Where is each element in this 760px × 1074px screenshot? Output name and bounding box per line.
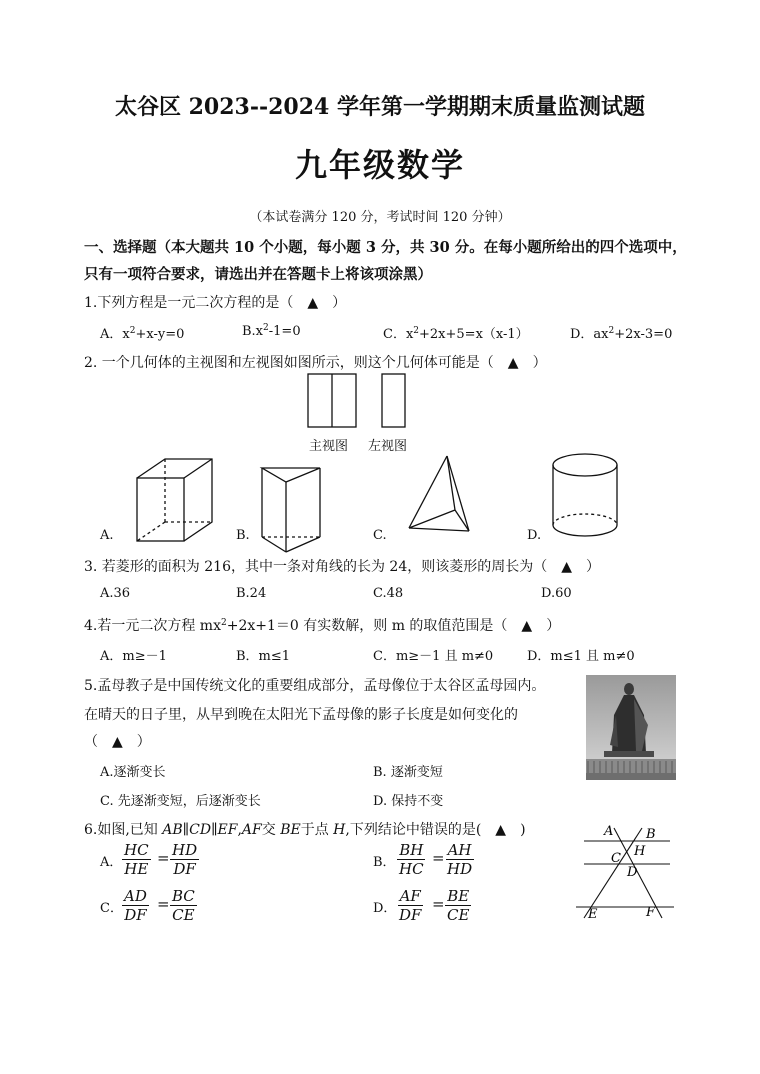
point-a-label: A (604, 824, 614, 839)
q2-side-view-label: 左视图 (368, 439, 408, 454)
point-e-label: E (588, 907, 598, 922)
q1-stem: 1.下列方程是一元二次方程的是（ ▲ ） (84, 295, 347, 311)
q4-option-b: B．m≤1 (236, 649, 291, 664)
q6-b-fraction-left: $\frac{BH}{HC}$ (399, 841, 424, 878)
exam-title: 太谷区 2023--2024 学年第一学期期末质量监测试题 (114, 94, 646, 120)
q1-option-c: C．$x^2+2x+5=x(x-1)$ (383, 326, 529, 342)
point-c-label: C (611, 851, 621, 866)
q6-b-equals: = (432, 849, 445, 867)
q2-triangular-prism-solid (262, 468, 320, 552)
q2-option-d: D. (527, 528, 542, 543)
q6-option-d-label: D． (373, 901, 397, 916)
section-heading-line2: 只有一项符合要求，请选出并在答题卡上将该项涂黑） (84, 266, 432, 283)
q6-d-equals: = (432, 895, 445, 913)
q6-a-equals: = (157, 849, 170, 867)
q5-stem-line2: 在晴天的日子里，从早到晚在太阳光下孟母像的影子长度是如何变化的 (84, 707, 518, 723)
q5-stem-line3: （ ▲ ） (84, 734, 151, 750)
q6-a-fraction-right: $\frac{HD}{DF}$ (172, 841, 198, 878)
q5-stem-line1: 5.孟母教子是中国传统文化的重要组成部分，孟母像位于太谷区孟母园内。 (84, 678, 546, 694)
q6-parallel-lines-figure (570, 822, 680, 927)
q6-c-equals: = (157, 895, 170, 913)
q4-option-d: D．m≤1 且 m≠0 (527, 649, 635, 664)
q6-c-fraction-right: $\frac{BC}{CE}$ (172, 887, 195, 924)
point-b-label: B (646, 827, 656, 842)
q4-option-c: C．m≥－1 且 m≠0 (373, 649, 494, 664)
q6-d-fraction-right: $\frac{BE}{CE}$ (447, 887, 470, 924)
q1-option-b: $B.x^2-1=0$ (242, 323, 301, 339)
exam-note: （本试卷满分 120 分，考试时间 120 分钟） (249, 210, 511, 225)
mengmu-statue-photo (586, 675, 676, 780)
q6-option-a-label: A． (100, 855, 123, 870)
q4-option-a: A．m≥－1 (100, 649, 167, 664)
q6-option-b-label: B． (373, 855, 396, 870)
point-f-label: F (646, 905, 656, 920)
point-h-label: H (634, 844, 646, 859)
q2-cylinder-solid (553, 454, 617, 536)
q1-option-a: A．$x^2+x-y=0$ (100, 326, 185, 342)
q5-option-b: B. 逐渐变短 (373, 765, 443, 780)
q3-option-b: B.24 (236, 586, 267, 601)
section-heading-line1: 一、选择题（本大题共 10 个小题，每小题 3 分，共 30 分。在每小题所给出的四个选项中， (84, 239, 687, 256)
q5-option-c: C. 先逐渐变短，后逐渐变长 (100, 794, 261, 809)
q6-c-fraction-left: $\frac{AD}{DF}$ (124, 887, 147, 924)
q5-option-a: A.逐渐变长 (100, 765, 166, 780)
q6-b-fraction-right: $\frac{AH}{HD}$ (447, 841, 473, 878)
q2-stem: 2. 一个几何体的主视图和左视图如图所示，则这个几何体可能是（ ▲ ） (84, 355, 547, 371)
subject-title: 九年级数学 (294, 146, 465, 184)
point-d-label: D (627, 865, 638, 880)
q3-option-c: C.48 (373, 586, 404, 601)
q6-stem: 6.如图,已知 AB∥CD∥EF,AF交 BE于点 H,下列结论中错误的是( ▲ ) (84, 822, 526, 838)
q2-option-c: C. (373, 528, 387, 543)
q4-stem: 4.若一元二次方程 $mx^2+2x+1=0$ 有实数解，则 m 的取值范围是（ ▲ ） (84, 618, 561, 634)
q3-option-d: D.60 (541, 586, 572, 601)
q6-d-fraction-left: $\frac{AF}{DF}$ (399, 887, 422, 924)
q2-option-a: A. (100, 528, 114, 543)
q3-stem: 3. 若菱形的面积为 216，其中一条对角线的长为 24，则该菱形的周长为（ ▲ ） (84, 559, 601, 575)
q5-option-d: D. 保持不变 (373, 794, 444, 809)
q3-option-a: A.36 (100, 586, 131, 601)
q2-triangular-pyramid-solid (409, 456, 469, 531)
q6-option-c-label: C． (100, 901, 123, 916)
q2-front-view-label: 主视图 (309, 439, 349, 454)
q2-option-b: B. (236, 528, 250, 543)
q6-a-fraction-left: $\frac{HC}{HE}$ (124, 841, 149, 878)
q2-cube-solid (137, 459, 212, 541)
q1-option-d: D．$ax^2+2x-3=0$ (570, 326, 673, 342)
